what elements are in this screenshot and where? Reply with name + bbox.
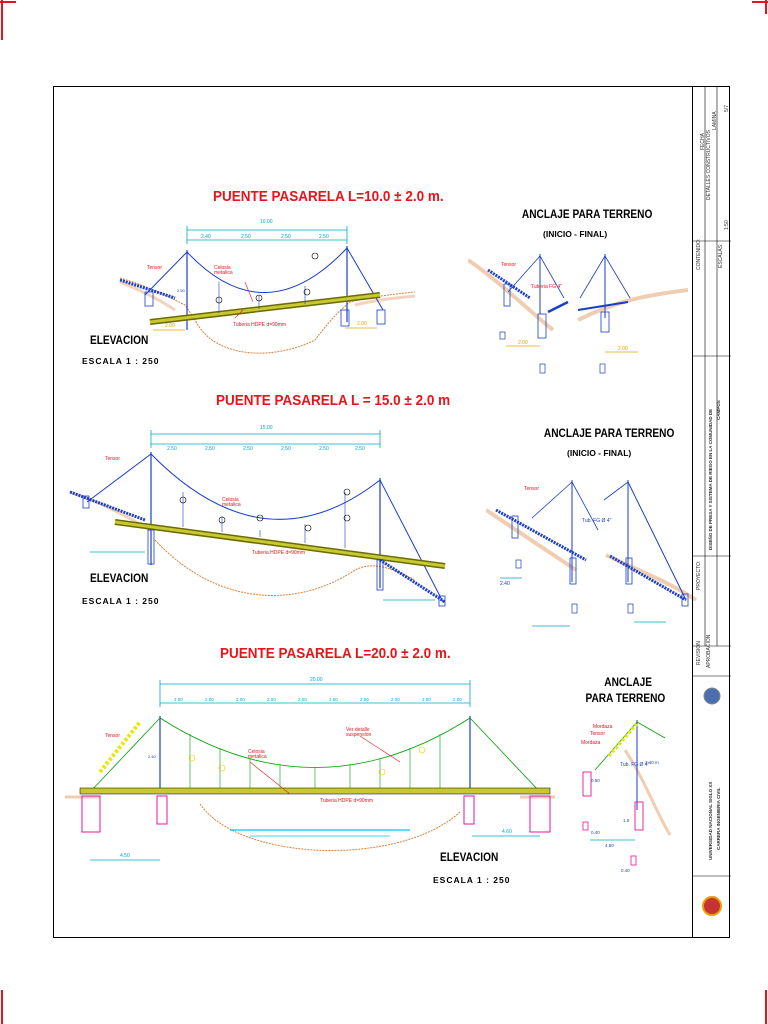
bridge-1-seg-0: 2.40 xyxy=(201,234,211,240)
anclaje-1-title: ANCLAJE PARA TERRENO xyxy=(521,209,653,221)
tb-career: CARRERA INGENIERIA CIVIL xyxy=(716,787,721,850)
bridge-2-celosia-label: Celosia metalica xyxy=(222,497,241,508)
bridge-1-elevation xyxy=(115,210,415,390)
bridge-2-tuberia-label: Tuberia HDPE d=90mm xyxy=(252,550,306,556)
anclaje-2-subtitle: (INICIO - FINAL) xyxy=(567,448,632,458)
section-2-elevation: ELEVACION xyxy=(90,573,149,585)
tb-project-2: CAMPOS xyxy=(716,400,721,420)
anclaje-2-dim: 2.40 xyxy=(500,581,510,587)
bridge-1-seg-3: 2.50 xyxy=(319,234,329,240)
bridge-3-seg-2: 2.00 xyxy=(236,697,245,702)
tb-contenido-value: DETALLES CONSTRUCTIVOS xyxy=(706,130,712,200)
anclaje-2-tuberia-label: Tub. FG Ø 4" xyxy=(582,518,612,524)
bridge-2-seg-2: 2.50 xyxy=(243,446,253,452)
bridge-2-span-label: 15.00 xyxy=(260,425,273,431)
bridge-2-tensor-label: Tensor xyxy=(105,456,121,462)
anclaje-3-dim-f: 1.0 xyxy=(623,818,630,823)
bridge-1-celosia-label: Celosia metalica xyxy=(214,265,233,276)
bridge-3-elevation xyxy=(60,672,560,872)
bridge-1-dim-right: 2.00 xyxy=(357,321,367,327)
bridge-2-elevation xyxy=(65,420,455,620)
bridge-3-seg-7: 2.00 xyxy=(391,697,400,702)
anclaje-1-subtitle: (INICIO - FINAL) xyxy=(543,229,608,239)
anclaje-3-mordaza-label: Mordaza xyxy=(593,724,613,730)
anclaje-1-dim-2: 2.00 xyxy=(618,346,628,352)
tb-lamina-no: 5/7 xyxy=(724,105,730,112)
bridge-2-seg-5: 2.50 xyxy=(355,446,365,452)
anclaje-3-dim-b: 0.50 xyxy=(591,778,600,783)
anclaje-2-drawing xyxy=(486,460,706,630)
anclaje-1-drawing xyxy=(468,240,688,380)
bridge-3-celosia-label: Celosia metalica xyxy=(248,749,267,760)
bridge-2-seg-1: 2.50 xyxy=(205,446,215,452)
bridge-3-seg-5: 2.00 xyxy=(329,697,338,702)
bridge-1-seg-2: 2.50 xyxy=(281,234,291,240)
bridge-3-dim-left: 4.50 xyxy=(120,853,130,859)
anclaje-3-title-line2: PARA TERRENO xyxy=(585,693,666,705)
anclaje-3-dim-c: 0.40 xyxy=(591,830,600,835)
bridge-1-span-label: 10.00 xyxy=(260,219,273,225)
section-3-scale: ESCALA 1 : 250 xyxy=(433,875,511,885)
bridge-3-dim-right: 4.60 xyxy=(502,829,512,835)
anclaje-1-tuberia-label: Tuberia FG 4" xyxy=(531,284,563,290)
bridge-1-tuberia-label: Tuberia HDPE d=90mm xyxy=(233,322,287,328)
section-1-elevation: ELEVACION xyxy=(90,335,149,347)
bridge-3-seg-4: 2.00 xyxy=(298,697,307,702)
bridge-3-tuberia-label: Tuberia HDPE d=90mm xyxy=(320,798,374,804)
anclaje-2-tensor-label: Tensor xyxy=(524,486,540,492)
tb-project: DISEÑO DE PRESA Y SISTEMA DE RIEGO EN LA COMUNIDAD DE xyxy=(708,408,713,550)
anclaje-3-tuberia-label: Tub. FG Ø 4" xyxy=(620,762,650,768)
tb-revision: REVISION xyxy=(696,641,702,665)
section-3-title: PUENTE PASARELA L=20.0 ± 2.0 m. xyxy=(220,645,451,662)
tb-university: UNIVERSIDAD NACIONAL SIGLO XX xyxy=(708,781,713,860)
anclaje-3-dim-e: 0.40 xyxy=(621,868,630,873)
anclaje-1-dim: 2.00 xyxy=(518,340,528,346)
anclaje-3-dim-d: 4.50 xyxy=(605,843,614,848)
anclaje-3-title-line1: ANCLAJE xyxy=(604,677,653,689)
bridge-1-seg-1: 2.50 xyxy=(241,234,251,240)
bridge-3-suspension-label: Ver detalle suspension xyxy=(346,727,372,738)
section-1-scale: ESCALA 1 : 250 xyxy=(82,356,160,366)
bridge-1-pillar-dim: 2.50 xyxy=(177,288,185,293)
bridge-3-span-label: 20.00 xyxy=(310,677,323,683)
tb-contenido-label: CONTENIDO: xyxy=(696,238,702,270)
bridge-1-dim-left: 2.00 xyxy=(165,323,175,329)
bridge-3-seg-1: 2.00 xyxy=(205,697,214,702)
anclaje-3-dim-a: 2.40 m xyxy=(645,760,659,765)
tb-lamina: LAMINA xyxy=(712,111,718,130)
bridge-3-tensor-label: Tensor xyxy=(105,733,121,739)
tb-escala-label: ESCALAS: xyxy=(718,243,724,268)
section-1-title: PUENTE PASARELA L=10.0 ± 2.0 m. xyxy=(213,188,444,205)
bridge-2-seg-0: 2.50 xyxy=(167,446,177,452)
bridge-3-seg-8: 2.00 xyxy=(422,697,431,702)
anclaje-3-tensor-label: Tensor xyxy=(590,731,606,737)
tb-fecha: FECHA xyxy=(700,133,706,150)
bridge-3-seg-3: 2.00 xyxy=(267,697,276,702)
bridge-3-seg-6: 2.00 xyxy=(360,697,369,702)
section-2-scale: ESCALA 1 : 250 xyxy=(82,596,160,606)
tb-escala-value: 1:50 xyxy=(724,220,730,230)
bridge-2-seg-4: 2.50 xyxy=(319,446,329,452)
bridge-1-tensor-label: Tensor xyxy=(147,265,163,271)
anclaje-1-tensor-label: Tensor xyxy=(501,262,517,268)
tb-project-label: PROYECTO: xyxy=(696,560,702,590)
bridge-3-seg-9: 2.00 xyxy=(453,697,462,702)
section-3-elevation: ELEVACION xyxy=(440,852,499,864)
anclaje-2-title: ANCLAJE PARA TERRENO xyxy=(543,428,675,440)
section-2-title: PUENTE PASARELA L = 15.0 ± 2.0 m xyxy=(216,392,451,409)
anclaje-3-mordaza-2-label: Mordaza xyxy=(581,740,601,746)
bridge-3-pillar-dim: 2.40 xyxy=(148,754,156,759)
tb-aprobacion: APROBACION xyxy=(706,634,712,668)
bridge-2-seg-3: 2.50 xyxy=(281,446,291,452)
bridge-3-seg-0: 2.00 xyxy=(174,697,183,702)
